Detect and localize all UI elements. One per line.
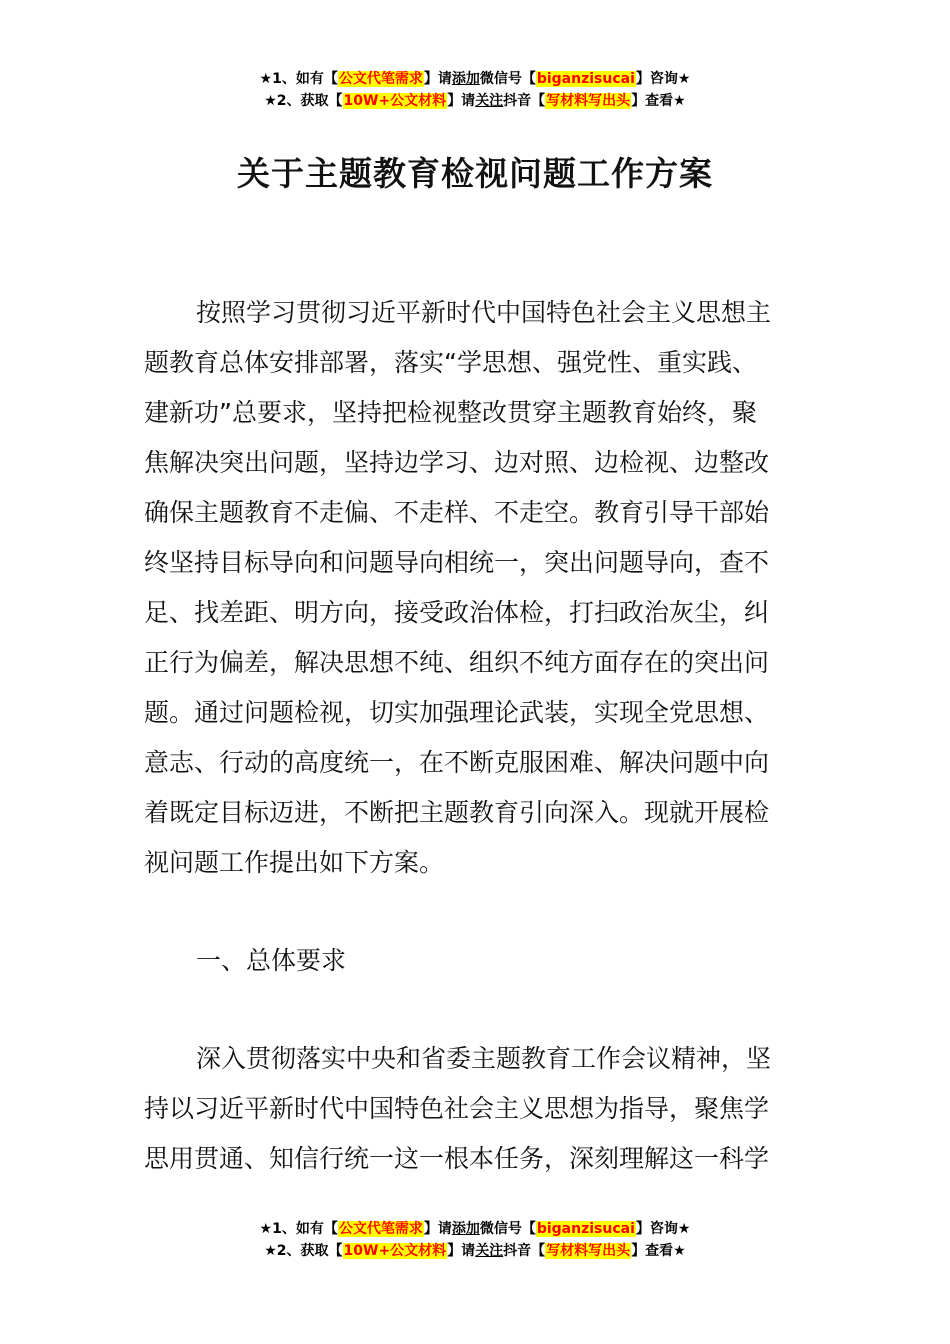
banner-line-1: ★1、如有【公文代笔需求】请添加微信号【biganzisucai】咨询★ (259, 71, 691, 87)
text-line: 题。通过问题检视，切实加强理论武装，实现全党思想、 (144, 698, 770, 727)
document-title: 关于主题教育检视问题工作方案 (237, 154, 713, 193)
banner-line-1: ★1、如有【公文代笔需求】请添加微信号【biganzisucai】咨询★ (259, 1221, 691, 1237)
text-line: 建新功”总要求，坚持把检视整改贯穿主题教育始终，聚 (144, 398, 757, 427)
text-line: 思用贯通、知信行统一这一根本任务，深刻理解这一科学 (144, 1144, 770, 1173)
text-line: 确保主题教育不走偏、不走样、不走空。教育引导干部始 (144, 498, 770, 527)
text-line: 视问题工作提出如下方案。 (144, 848, 445, 877)
text-line: 焦解决突出问题，坚持边学习、边对照、边检视、边整改 (144, 448, 770, 477)
text-line: 意志、行动的高度统一，在不断克服困难、解决问题中向 (144, 748, 770, 777)
text-line: 持以习近平新时代中国特色社会主义思想为指导，聚焦学 (144, 1094, 770, 1123)
top-banner (0, 68, 950, 112)
highlight-wechat-id: biganzisucai (536, 71, 635, 87)
text-line: 题教育总体安排部署，落实“学思想、强党性、重实践、 (144, 348, 757, 377)
highlight-service: 公文代笔需求 (338, 71, 423, 87)
highlight-douyin-account: 写材料写出头 (546, 93, 631, 109)
highlight-douyin-account: 写材料写出头 (546, 1243, 631, 1259)
banner-line-2: ★2、获取【10W+公文材料】请关注抖音【写材料写出头】查看★ (264, 93, 686, 109)
highlight-service: 公文代笔需求 (338, 1221, 423, 1237)
text-line: 正行为偏差，解决思想不纯、组织不纯方面存在的突出问 (144, 648, 770, 677)
text-line: 着既定目标迈进，不断把主题教育引向深入。现就开展检 (144, 798, 770, 827)
text-line: 足、找差距、明方向，接受政治体检，打扫政治灰尘，纠 (144, 598, 770, 627)
banner-line-2: ★2、获取【10W+公文材料】请关注抖音【写材料写出头】查看★ (264, 1243, 686, 1259)
section-heading (144, 936, 808, 986)
highlight-materials: 10W+公文材料 (343, 1243, 447, 1259)
highlight-wechat-id: biganzisucai (536, 1221, 635, 1237)
section-heading-text: 一、总体要求 (196, 946, 347, 975)
text-line: 深入贯彻落实中央和省委主题教育工作会议精神，坚 (196, 1044, 772, 1073)
bottom-banner (0, 1218, 950, 1262)
text-line: 按照学习贯彻习近平新时代中国特色社会主义思想主 (196, 298, 772, 327)
highlight-materials: 10W+公文材料 (343, 93, 447, 109)
paragraph-intro (144, 288, 808, 888)
paragraph-requirements (144, 1034, 808, 1184)
text-line: 终坚持目标导向和问题导向相统一，突出问题导向，查不 (144, 548, 770, 577)
